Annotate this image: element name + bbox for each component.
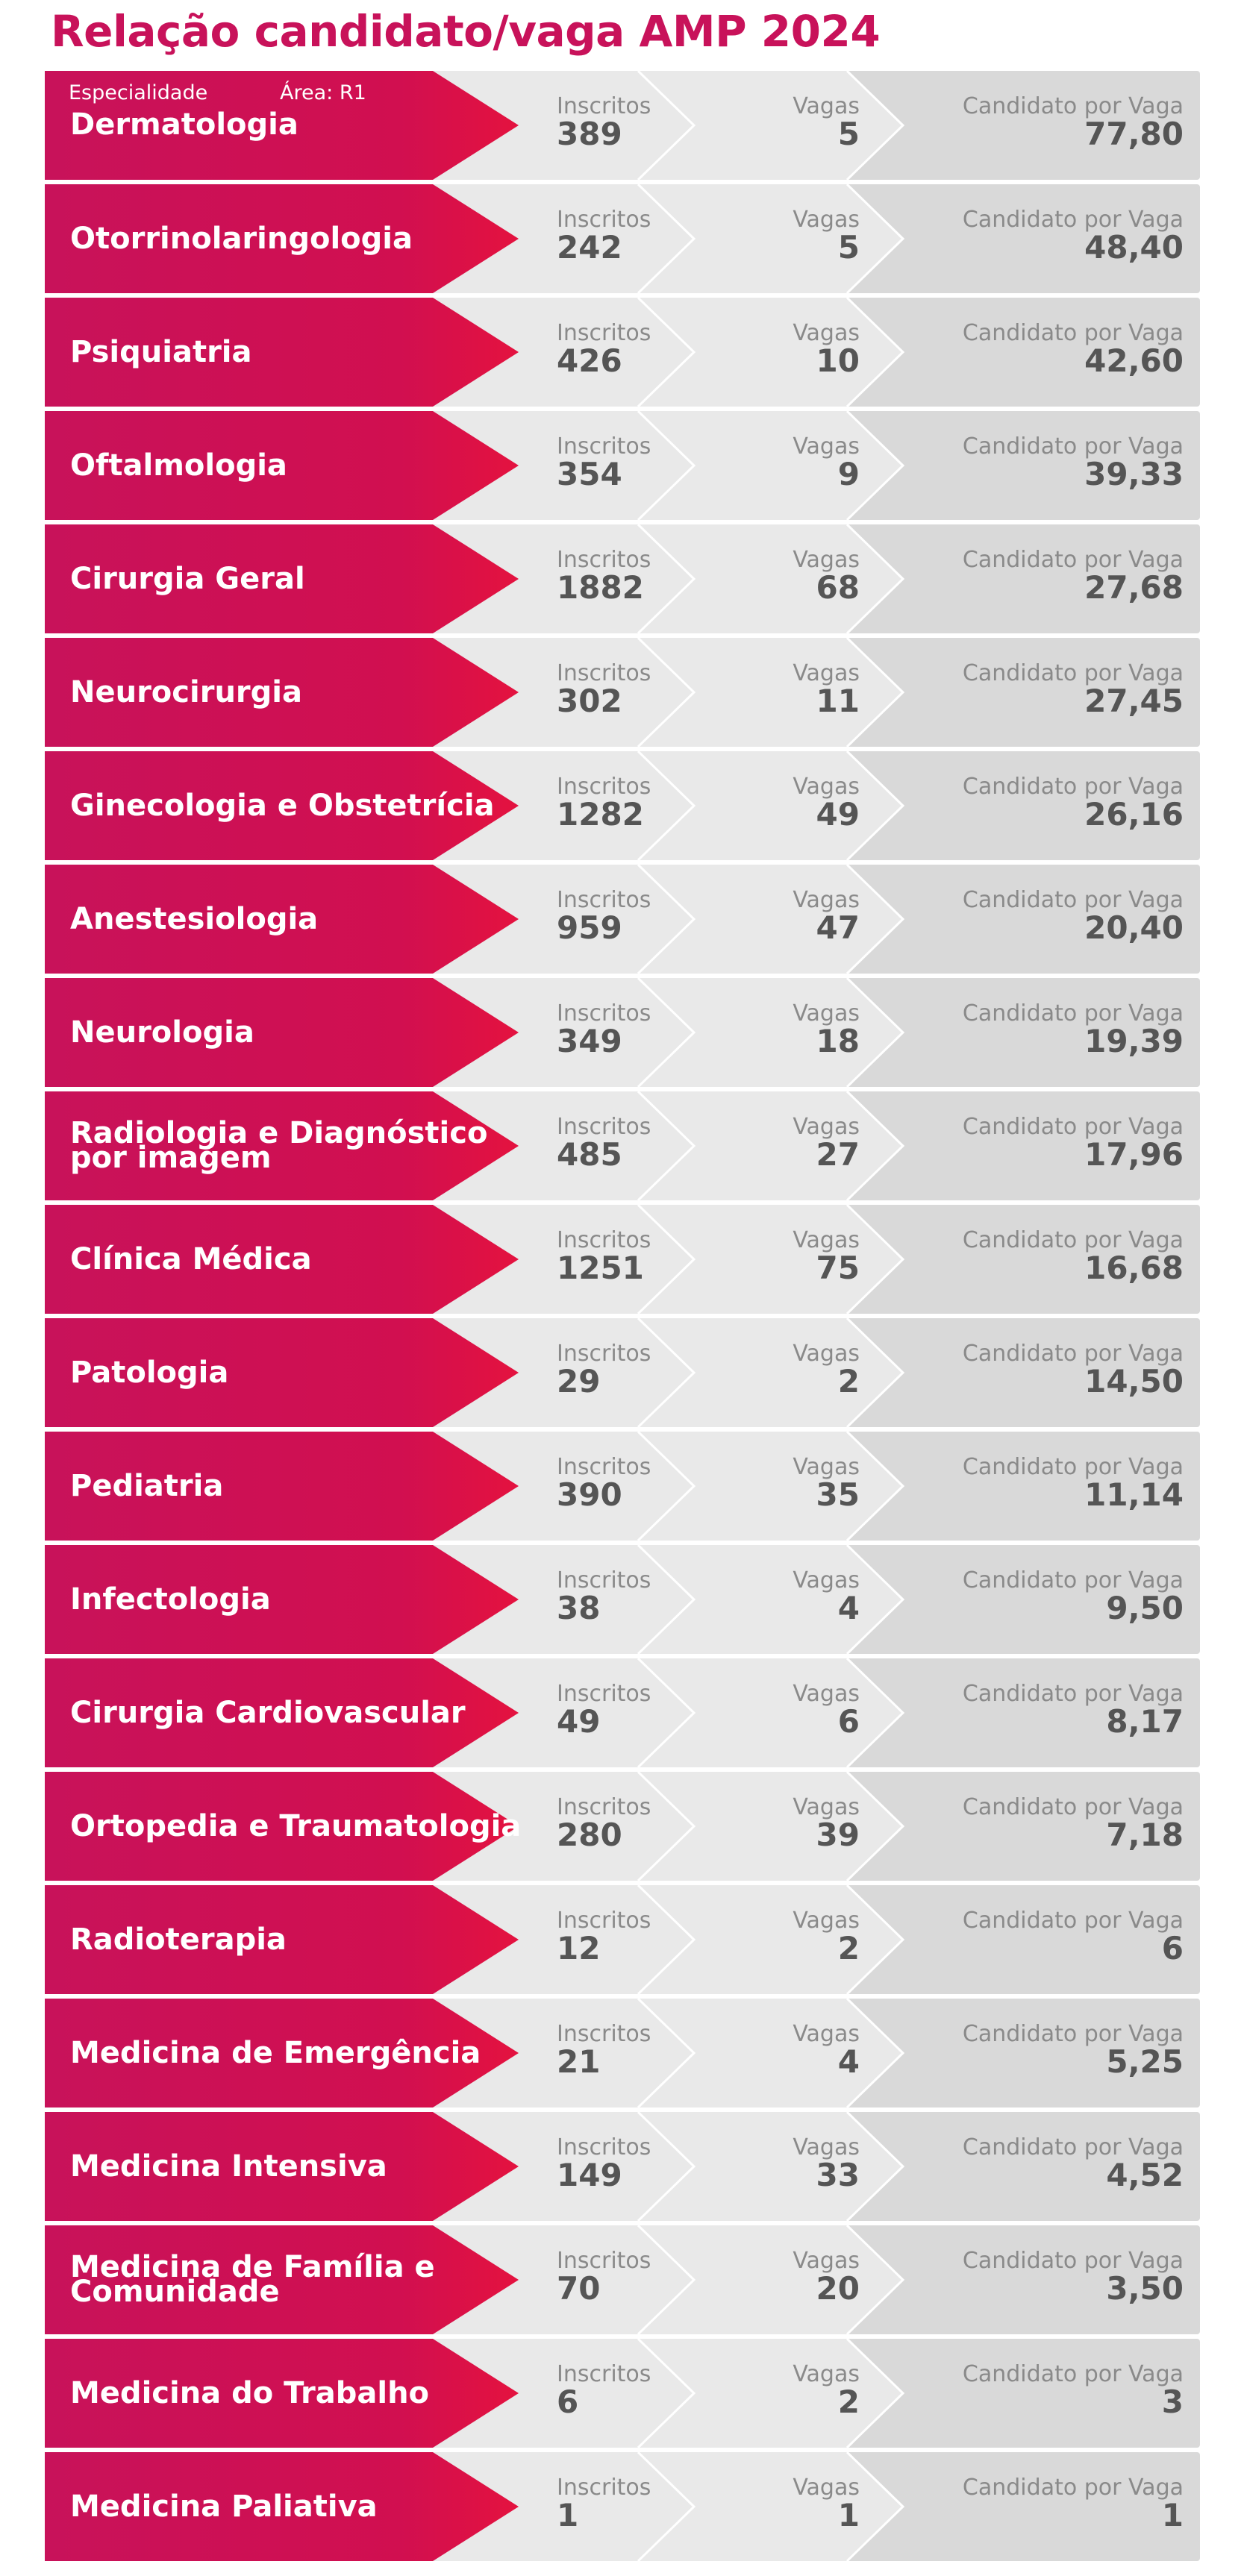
vagas-label: Vagas bbox=[793, 2248, 860, 2274]
vagas-label: Vagas bbox=[793, 2361, 860, 2387]
vagas-label: Vagas bbox=[793, 1454, 860, 1480]
specialty-name: Oftalmologia bbox=[70, 448, 287, 483]
vagas-value: 2 bbox=[837, 1930, 860, 1967]
vagas-value: 27 bbox=[816, 1136, 860, 1173]
table-row bbox=[45, 2452, 1200, 2561]
inscritos-label: Inscritos bbox=[557, 2248, 651, 2274]
cpv-label: Candidato por Vaga bbox=[962, 887, 1184, 913]
inscritos-value: 959 bbox=[557, 909, 622, 946]
inscritos-label: Inscritos bbox=[557, 93, 651, 119]
vagas-label: Vagas bbox=[793, 1908, 860, 1934]
cpv-label: Candidato por Vaga bbox=[962, 207, 1184, 233]
vagas-value: 2 bbox=[837, 1363, 860, 1400]
table-row bbox=[45, 524, 1200, 633]
ratio-table bbox=[45, 71, 1200, 2566]
cpv-label: Candidato por Vaga bbox=[962, 320, 1184, 346]
inscritos-label: Inscritos bbox=[557, 320, 651, 346]
vagas-value: 4 bbox=[837, 2043, 860, 2080]
cpv-label: Candidato por Vaga bbox=[962, 2361, 1184, 2387]
cpv-label: Candidato por Vaga bbox=[962, 1000, 1184, 1027]
table-row bbox=[45, 71, 1200, 180]
table-row bbox=[45, 2225, 1200, 2334]
table-row bbox=[45, 1658, 1200, 1767]
cpv-value: 39,33 bbox=[1084, 456, 1184, 492]
inscritos-label: Inscritos bbox=[557, 1227, 651, 1253]
table-row bbox=[45, 751, 1200, 860]
vagas-value: 35 bbox=[816, 1476, 860, 1513]
inscritos-value: 70 bbox=[557, 2270, 601, 2307]
table-row bbox=[45, 1318, 1200, 1427]
cpv-label: Candidato por Vaga bbox=[962, 1681, 1184, 1707]
cpv-value: 3,50 bbox=[1106, 2270, 1184, 2307]
table-row bbox=[45, 2339, 1200, 2448]
specialty-name: Neurocirurgia bbox=[70, 675, 302, 709]
table-row bbox=[45, 638, 1200, 747]
cpv-label: Candidato por Vaga bbox=[962, 433, 1184, 460]
specialty-name: Radioterapia bbox=[70, 1922, 287, 1957]
specialty-name: Medicina Paliativa bbox=[70, 2489, 378, 2524]
table-row bbox=[45, 184, 1200, 293]
vagas-label: Vagas bbox=[793, 2021, 860, 2047]
vagas-value: 49 bbox=[816, 796, 860, 833]
vagas-value: 11 bbox=[816, 683, 860, 719]
cpv-label: Candidato por Vaga bbox=[962, 660, 1184, 686]
inscritos-value: 38 bbox=[557, 1590, 601, 1626]
vagas-label: Vagas bbox=[793, 660, 860, 686]
vagas-label: Vagas bbox=[793, 887, 860, 913]
inscritos-label: Inscritos bbox=[557, 2021, 651, 2047]
table-row bbox=[45, 411, 1200, 520]
inscritos-label: Inscritos bbox=[557, 207, 651, 233]
cpv-value: 11,14 bbox=[1084, 1476, 1184, 1513]
specialty-name: Anestesiologia bbox=[70, 902, 319, 936]
inscritos-value: 302 bbox=[557, 683, 622, 719]
inscritos-label: Inscritos bbox=[557, 433, 651, 460]
inscritos-value: 354 bbox=[557, 456, 622, 492]
specialty-name: Patologia bbox=[70, 1356, 229, 1390]
cpv-value: 4,52 bbox=[1106, 2157, 1184, 2193]
specialty-name: Psiquiatria bbox=[70, 335, 252, 369]
especialidade-header: Especialidade bbox=[69, 81, 208, 104]
inscritos-label: Inscritos bbox=[557, 1114, 651, 1140]
inscritos-value: 280 bbox=[557, 1817, 622, 1853]
inscritos-label: Inscritos bbox=[557, 2134, 651, 2160]
specialty-name: Ginecologia e Obstetrícia bbox=[70, 789, 495, 823]
inscritos-label: Inscritos bbox=[557, 547, 651, 573]
inscritos-label: Inscritos bbox=[557, 2361, 651, 2387]
table-row bbox=[45, 1205, 1200, 1314]
vagas-value: 9 bbox=[837, 456, 860, 492]
cpv-label: Candidato por Vaga bbox=[962, 1114, 1184, 1140]
vagas-label: Vagas bbox=[793, 1341, 860, 1367]
specialty-name: Medicina de Emergência bbox=[70, 2036, 481, 2070]
inscritos-value: 1282 bbox=[557, 796, 644, 833]
table-row bbox=[45, 1885, 1200, 1994]
cpv-value: 16,68 bbox=[1084, 1250, 1184, 1286]
vagas-label: Vagas bbox=[793, 1000, 860, 1027]
vagas-label: Vagas bbox=[793, 547, 860, 573]
cpv-label: Candidato por Vaga bbox=[962, 1567, 1184, 1593]
vagas-value: 5 bbox=[837, 116, 860, 152]
inscritos-label: Inscritos bbox=[557, 1454, 651, 1480]
vagas-value: 2 bbox=[837, 2384, 860, 2420]
cpv-value: 14,50 bbox=[1084, 1363, 1184, 1400]
specialty-name: Pediatria bbox=[70, 1469, 224, 1503]
specialty-name: Medicina Intensiva bbox=[70, 2149, 387, 2184]
vagas-value: 18 bbox=[816, 1023, 860, 1059]
inscritos-value: 49 bbox=[557, 1703, 601, 1740]
area-header: Área: R1 bbox=[280, 81, 366, 104]
inscritos-value: 1882 bbox=[557, 569, 644, 606]
vagas-value: 20 bbox=[816, 2270, 860, 2307]
specialty-name: Infectologia bbox=[70, 1582, 271, 1617]
table-row bbox=[45, 865, 1200, 974]
cpv-value: 27,45 bbox=[1084, 683, 1184, 719]
vagas-label: Vagas bbox=[793, 1681, 860, 1707]
inscritos-value: 390 bbox=[557, 1476, 622, 1513]
vagas-label: Vagas bbox=[793, 2134, 860, 2160]
cpv-value: 26,16 bbox=[1084, 796, 1184, 833]
vagas-value: 1 bbox=[837, 2497, 860, 2533]
vagas-value: 47 bbox=[816, 909, 860, 946]
cpv-label: Candidato por Vaga bbox=[962, 1454, 1184, 1480]
specialty-name: Ortopedia e Traumatologia bbox=[70, 1809, 522, 1843]
table-row bbox=[45, 1545, 1200, 1654]
vagas-label: Vagas bbox=[793, 2475, 860, 2501]
specialty-name: Medicina do Trabalho bbox=[70, 2376, 430, 2410]
inscritos-value: 1 bbox=[557, 2497, 579, 2533]
specialty-name: Radiologia e Diagnóstico por imagem bbox=[70, 1116, 488, 1175]
cpv-value: 19,39 bbox=[1084, 1023, 1184, 1059]
vagas-label: Vagas bbox=[793, 433, 860, 460]
vagas-label: Vagas bbox=[793, 1567, 860, 1593]
cpv-value: 20,40 bbox=[1084, 909, 1184, 946]
inscritos-value: 349 bbox=[557, 1023, 622, 1059]
specialty-name: Dermatologia bbox=[70, 107, 299, 142]
table-row bbox=[45, 978, 1200, 1087]
inscritos-value: 389 bbox=[557, 116, 622, 152]
vagas-label: Vagas bbox=[793, 93, 860, 119]
inscritos-label: Inscritos bbox=[557, 1567, 651, 1593]
vagas-value: 4 bbox=[837, 1590, 860, 1626]
vagas-value: 5 bbox=[837, 229, 860, 266]
vagas-value: 75 bbox=[816, 1250, 860, 1286]
cpv-label: Candidato por Vaga bbox=[962, 774, 1184, 800]
inscritos-value: 12 bbox=[557, 1930, 601, 1967]
cpv-label: Candidato por Vaga bbox=[962, 2475, 1184, 2501]
specialty-name: Neurologia bbox=[70, 1015, 254, 1050]
inscritos-label: Inscritos bbox=[557, 1681, 651, 1707]
cpv-label: Candidato por Vaga bbox=[962, 1227, 1184, 1253]
page-title: Relação candidato/vaga AMP 2024 bbox=[51, 6, 881, 57]
cpv-value: 42,60 bbox=[1084, 342, 1184, 379]
cpv-value: 6 bbox=[1161, 1930, 1184, 1967]
vagas-value: 39 bbox=[816, 1817, 860, 1853]
inscritos-label: Inscritos bbox=[557, 2475, 651, 2501]
cpv-value: 77,80 bbox=[1084, 116, 1184, 152]
cpv-label: Candidato por Vaga bbox=[962, 2021, 1184, 2047]
specialty-name: Cirurgia Cardiovascular bbox=[70, 1696, 466, 1730]
inscritos-value: 29 bbox=[557, 1363, 601, 1400]
vagas-label: Vagas bbox=[793, 207, 860, 233]
table-row bbox=[45, 1999, 1200, 2108]
cpv-label: Candidato por Vaga bbox=[962, 1794, 1184, 1820]
inscritos-value: 485 bbox=[557, 1136, 622, 1173]
inscritos-value: 6 bbox=[557, 2384, 579, 2420]
table-row bbox=[45, 1432, 1200, 1541]
inscritos-label: Inscritos bbox=[557, 1341, 651, 1367]
cpv-label: Candidato por Vaga bbox=[962, 1341, 1184, 1367]
vagas-label: Vagas bbox=[793, 774, 860, 800]
inscritos-value: 1251 bbox=[557, 1250, 644, 1286]
inscritos-label: Inscritos bbox=[557, 1794, 651, 1820]
cpv-label: Candidato por Vaga bbox=[962, 1908, 1184, 1934]
inscritos-label: Inscritos bbox=[557, 774, 651, 800]
specialty-name: Medicina de Família e Comunidade bbox=[70, 2250, 435, 2309]
specialty-name: Otorrinolaringologia bbox=[70, 222, 413, 256]
vagas-value: 68 bbox=[816, 569, 860, 606]
inscritos-value: 21 bbox=[557, 2043, 601, 2080]
vagas-label: Vagas bbox=[793, 1114, 860, 1140]
inscritos-value: 149 bbox=[557, 2157, 622, 2193]
inscritos-label: Inscritos bbox=[557, 887, 651, 913]
vagas-value: 10 bbox=[816, 342, 860, 379]
inscritos-label: Inscritos bbox=[557, 1908, 651, 1934]
cpv-value: 3 bbox=[1161, 2384, 1184, 2420]
table-row bbox=[45, 2112, 1200, 2221]
cpv-value: 27,68 bbox=[1084, 569, 1184, 606]
vagas-label: Vagas bbox=[793, 1227, 860, 1253]
cpv-value: 48,40 bbox=[1084, 229, 1184, 266]
cpv-value: 9,50 bbox=[1106, 1590, 1184, 1626]
cpv-value: 17,96 bbox=[1084, 1136, 1184, 1173]
cpv-label: Candidato por Vaga bbox=[962, 2134, 1184, 2160]
cpv-value: 5,25 bbox=[1106, 2043, 1184, 2080]
table-row bbox=[45, 298, 1200, 407]
inscritos-label: Inscritos bbox=[557, 660, 651, 686]
table-row bbox=[45, 1091, 1200, 1200]
inscritos-value: 242 bbox=[557, 229, 622, 266]
vagas-value: 6 bbox=[837, 1703, 860, 1740]
table-row bbox=[45, 1772, 1200, 1881]
inscritos-value: 426 bbox=[557, 342, 622, 379]
cpv-label: Candidato por Vaga bbox=[962, 2248, 1184, 2274]
vagas-value: 33 bbox=[816, 2157, 860, 2193]
specialty-name: Clínica Médica bbox=[70, 1242, 312, 1276]
cpv-value: 7,18 bbox=[1106, 1817, 1184, 1853]
vagas-label: Vagas bbox=[793, 1794, 860, 1820]
cpv-value: 1 bbox=[1161, 2497, 1184, 2533]
cpv-label: Candidato por Vaga bbox=[962, 547, 1184, 573]
cpv-label: Candidato por Vaga bbox=[962, 93, 1184, 119]
cpv-value: 8,17 bbox=[1106, 1703, 1184, 1740]
vagas-label: Vagas bbox=[793, 320, 860, 346]
specialty-name: Cirurgia Geral bbox=[70, 562, 305, 596]
inscritos-label: Inscritos bbox=[557, 1000, 651, 1027]
